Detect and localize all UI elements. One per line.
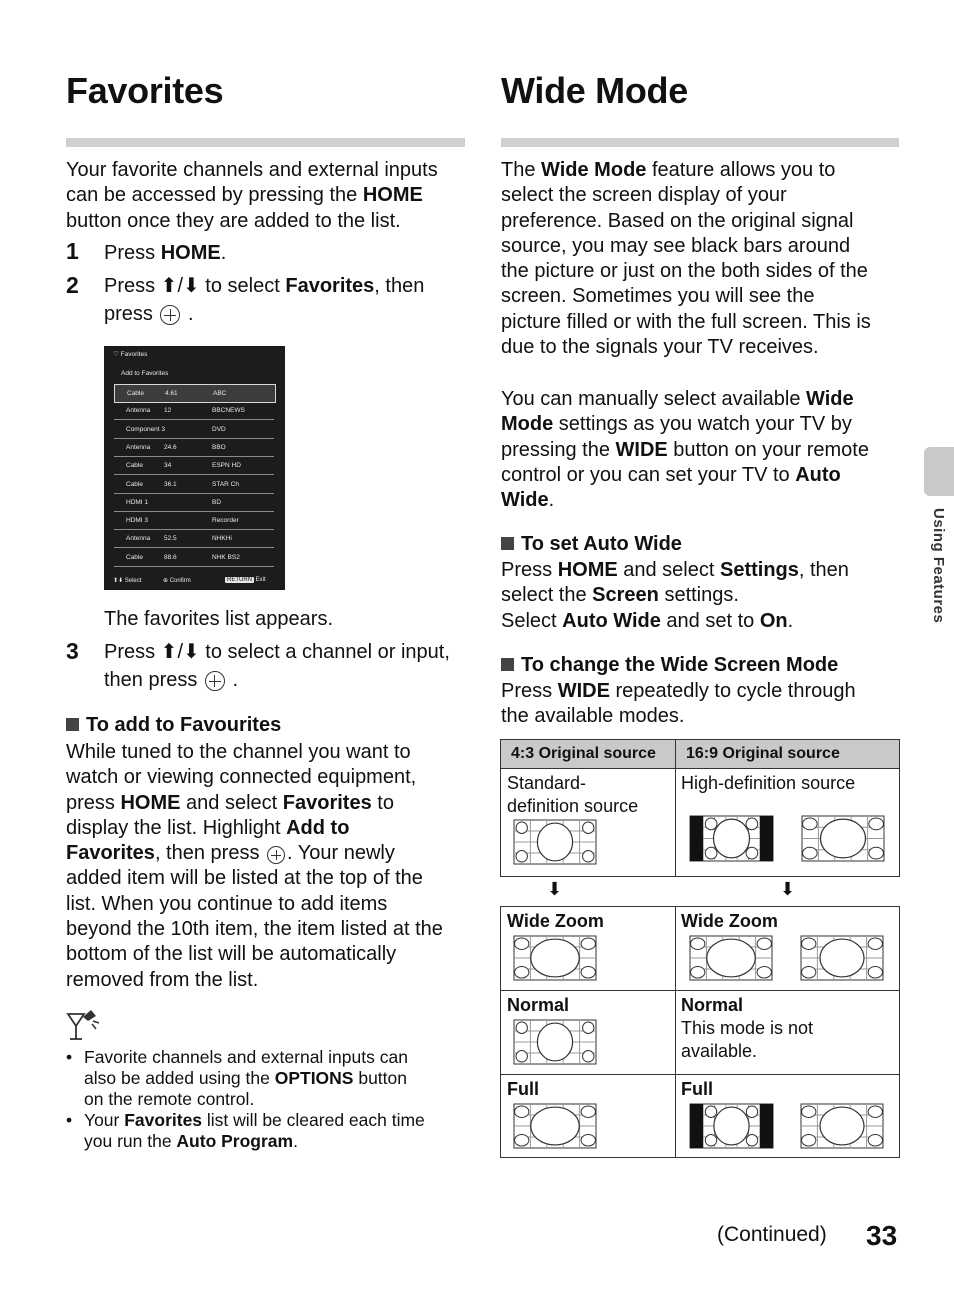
mode-normal-label: Normal [681,995,744,1015]
select-hint: ⬆⬇ Select [113,578,142,584]
favorites-intro: Your favorite channels and external inputs can be accessed by pressing the HOME button once they are added to the list. [66,159,438,232]
wide-mode-intro: The Wide Mode feature allows you to select the screen display of your preference. Based on the original signal source, you may see black bars around the picture or just on the both sides of the screen. Sometimes you will see the picture filled or with the full screen. This is due to the signals your TV receives. [501,159,871,359]
input-type: Antenna [126,407,151,415]
channel-name: BD [212,498,222,506]
channel-name: ESPN HD [212,462,241,470]
channel-number: 4.61 [165,390,178,397]
input-type: Cable [126,553,143,561]
input-type: HDMI 1 [126,498,149,506]
step-text: Press ⬆/⬇ to select a channel or input, then press . [104,641,450,691]
add-heading: To add to Favourites [66,714,281,737]
tip-item: • Favorite channels and external inputs can also be added using the OPTIONS button on the remote control. [66,1047,408,1109]
confirm-hint: ⊕ Confirm [163,578,191,584]
change-mode-heading: To change the Wide Screen Mode [501,654,838,677]
channel-name: STAR Ch [212,480,239,488]
step-number: 2 [66,272,79,298]
side-tab [924,447,954,496]
channel-name: BBO [212,443,226,451]
add-body: While tuned to the channel you want to watch or viewing connected equipment, press HOME and select Favorites to display the list. Highlight Add to Favorites, then press . Your newly added item will be listed at the top of the list. When you continue to add items beyond the 10th item, the item listed at the bottom of the list will be automatically removed from the list. [66,741,443,991]
input-type: Cable [126,462,143,470]
tip-item: • Your Favorites list will be cleared each time you run the Auto Program. [66,1110,425,1151]
wide-zoom-hd-pattern [801,936,883,980]
col-43-header: 4:3 Original source [511,745,656,762]
channel-name: ABC [213,390,227,397]
step-number: 1 [66,238,79,264]
channel-name: NHKHi [212,535,232,543]
hd-source-full-pattern [802,816,884,861]
mode-full-label: Full [681,1079,713,1099]
channel-number: 24.6 [164,443,177,451]
page-number: 33 [866,1220,898,1251]
normal-sd-pattern [514,1020,596,1064]
normal-unavailable-note: This mode is not available. [681,1018,814,1061]
hd-source-pillarbox-pattern [690,816,773,861]
channel-name: BBCNEWS [212,407,245,415]
change-mode-body: Press WIDE repeatedly to cycle through the available modes. [501,680,856,728]
continued-label: (Continued) [717,1223,827,1246]
wide-mode-manual: You can manually select available Wide Mode settings as you watch your TV by pressing the WIDE button on your remote control or you can set your TV to Auto Wide. [501,388,869,512]
down-arrow-icon: ⬇ [547,879,563,899]
channel-name: NHK BS2 [212,553,240,561]
sd-source-pattern [514,820,596,864]
input-type: Antenna [126,535,151,543]
wide-zoom-hd-pillar-pattern [690,936,772,980]
channel-number: 12 [164,407,172,415]
wide-zoom-sd-pattern [514,936,596,980]
col-169-header: 16:9 Original source [686,745,840,762]
down-arrow-icon: ⬇ [780,879,796,899]
add-to-favorites-item: Add to Favorites [121,370,169,377]
channel-number: 52.5 [164,535,177,543]
input-type: Component 3 [126,425,166,433]
input-type: Antenna [126,443,151,451]
full-sd-pattern [514,1104,596,1148]
input-type: Cable [126,480,143,488]
channel-name: DVD [212,425,226,433]
auto-wide-body: Press HOME and select Settings, then select the Screen settings. Select Auto Wide and set to On. [501,559,849,632]
side-tab-label: Using Features [930,508,947,624]
channel-name: Recorder [212,517,239,525]
full-hd-pillar-pattern [690,1104,773,1148]
channel-number: 34 [164,462,172,470]
menu-header: ♡ Favorites [113,351,148,358]
full-hd-pattern [801,1104,883,1148]
channel-number: 88.6 [164,553,177,561]
favorites-title: Favorites [66,70,224,111]
input-type: HDMI 3 [126,517,149,525]
sd-source-label: Standard- definition source [507,773,639,816]
step-text: Press ⬆/⬇ to select Favorites, then press . [104,275,425,325]
input-type: Cable [127,390,144,397]
mode-wide-zoom-label: Wide Zoom [507,911,604,931]
step-number: 3 [66,638,79,664]
auto-wide-heading: To set Auto Wide [501,533,682,556]
mode-normal-label: Normal [507,995,570,1015]
hd-source-label: High-definition source [681,773,856,793]
channel-number: 36.1 [164,480,177,488]
exit-hint: RETURN Exit [227,577,266,583]
wide-mode-title: Wide Mode [501,70,688,111]
step-text: Press HOME. [104,242,227,264]
mode-wide-zoom-label: Wide Zoom [681,911,778,931]
mode-full-label: Full [507,1079,539,1099]
list-appears-text: The favorites list appears. [104,608,333,630]
